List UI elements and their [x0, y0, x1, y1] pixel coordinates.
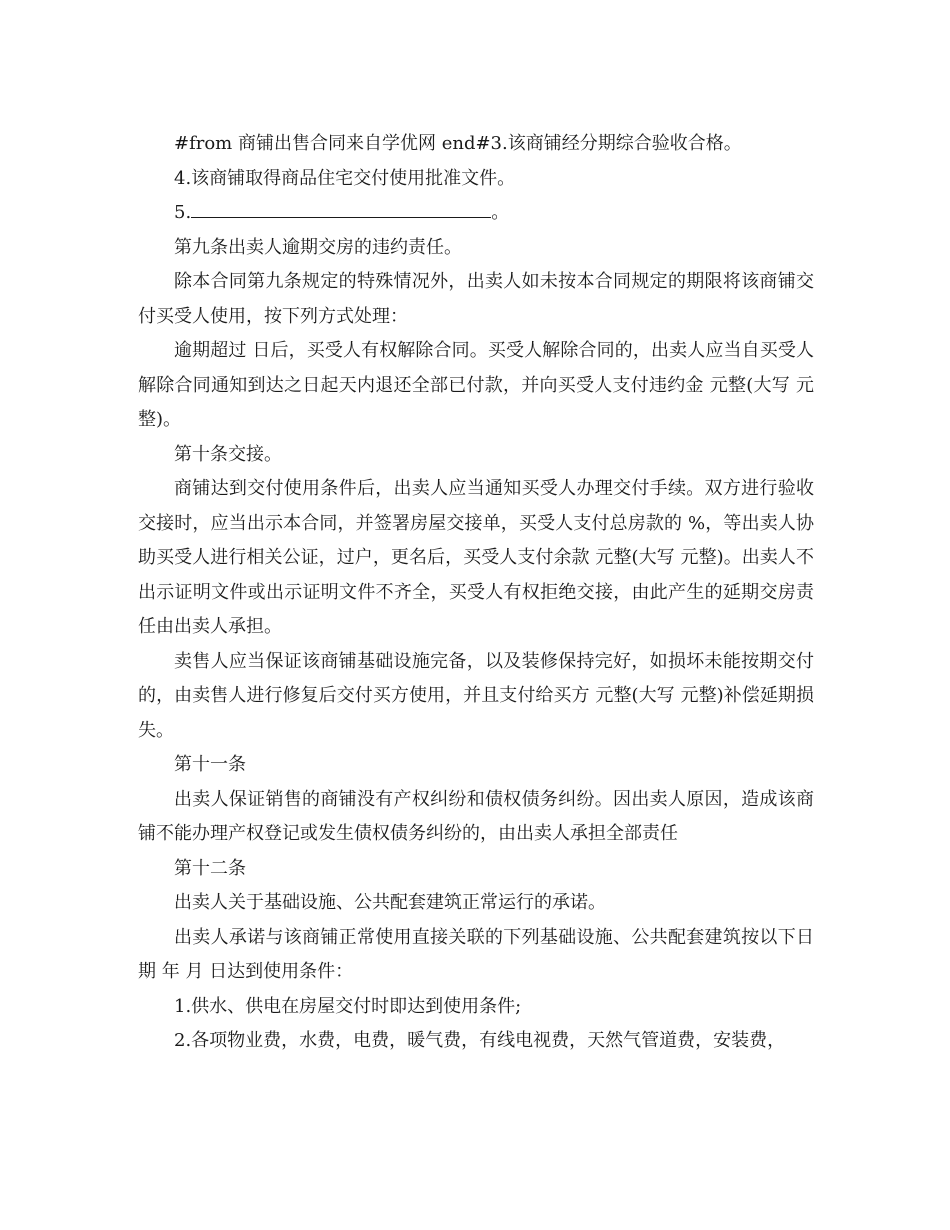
heading-article-12: 第十二条: [174, 857, 246, 879]
fill-in-blank: [191, 203, 491, 218]
paragraph-article-10-facilities: 卖售人应当保证该商铺基础设施完备，以及装修保持完好，如损坏未能按期交付的，由卖售人进行修复后交付买方使用，并且支付给买方 元整(大写 元整)补偿延期损失。: [138, 650, 814, 741]
clause-5-suffix: 。: [491, 202, 510, 223]
paragraph-article-12-promise: 出卖人承诺与该商铺正常使用直接关联的下列基础设施、公共配套建筑按以下日期 年 月 日达到使用条件：: [138, 926, 814, 982]
paragraph-clause-5: [138, 196, 814, 231]
paragraph-item-1: 1.供水、供电在房屋交付时即达到使用条件;: [174, 995, 522, 1017]
heading-article-9: 第九条出卖人逾期交房的违约责任。: [174, 236, 462, 258]
paragraph-clause-4: 4.该商铺取得商品住宅交付使用批准文件。: [174, 167, 516, 189]
paragraph-article-9-intro: 除本合同第九条规定的特殊情况外，出卖人如未按本合同规定的期限将该商铺交付买受人使用，按下列方式处理：: [138, 271, 814, 327]
paragraph-article-9-terms: 逾期超过 日后，买受人有权解除合同。买受人解除合同的，出卖人应当自买受人解除合同通知到达之日起天内退还全部已付款，并向买受人支付违约金 元整(大写 元整)。: [138, 340, 814, 430]
document-page: [138, 127, 814, 1059]
paragraph-item-2: 2.各项物业费，水费，电费，暖气费，有线电视费，天然气管道费，安装费，: [174, 1030, 786, 1051]
paragraph-article-11: 出卖人保证销售的商铺没有产权纠纷和债权债务纠纷。因出卖人原因，造成该商铺不能办理产权登记或发生债权债务纠纷的，由出卖人承担全部责任: [138, 788, 814, 844]
clause-5-number: 5.: [174, 202, 192, 223]
paragraph-clause-3: #from 商铺出售合同来自学优网 end#3.该商铺经分期综合验收合格。: [174, 133, 742, 154]
paragraph-article-12-title: 出卖人关于基础设施、公共配套建筑正常运行的承诺。: [174, 892, 606, 913]
heading-article-11: 第十一条: [174, 754, 246, 775]
paragraph-article-10-handover: 商铺达到交付使用条件后，出卖人应当通知买受人办理交付手续。双方进行验收交接时，应当出示本合同，并签署房屋交接单，买受人支付总房款的 %，等出卖人协助买受人进行相关公证，过户，更名后，买受人支付余款 元整(大写 元整)。出卖人不出示证明文件或出示证明文件不齐全，买受人有权拒绝交接，由此产生的延期交房责任由出卖人承担。: [138, 478, 814, 637]
heading-article-10: 第十条交接。: [174, 443, 282, 465]
